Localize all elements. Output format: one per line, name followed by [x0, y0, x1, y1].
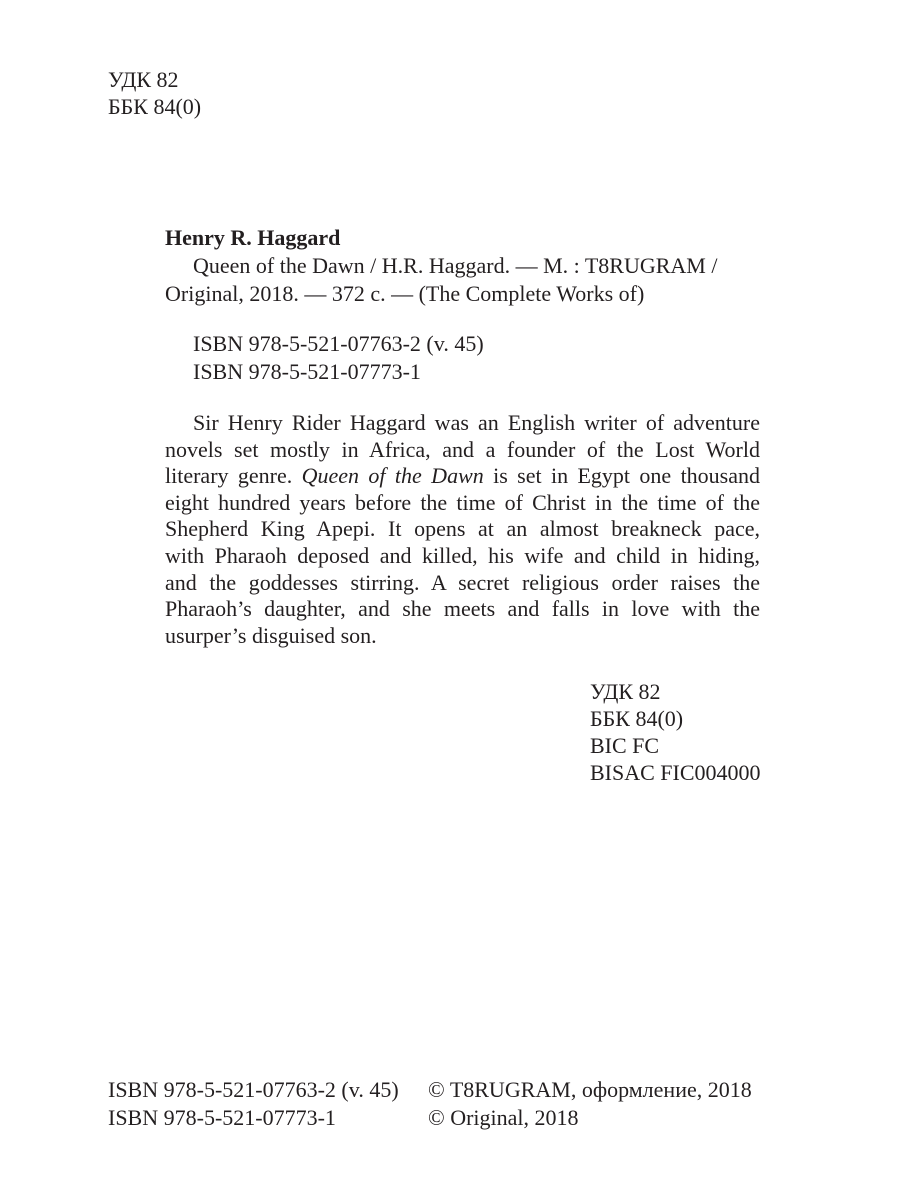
abstract-line: usurper’s disguised son. [165, 622, 377, 648]
copyright-original: © Original, 2018 [428, 1105, 579, 1130]
isbn-volume: ISBN 978-5-521-07763-2 (v. 45) [193, 331, 484, 356]
abstract-line: Pharaoh’s daughter, and she meets and falls in love with the [165, 596, 760, 622]
isbn-set: ISBN 978-5-521-07773-1 [193, 359, 421, 384]
abstract-paragraph [165, 410, 760, 649]
footer-isbn-volume: ISBN 978-5-521-07763-2 (v. 45) [108, 1077, 399, 1102]
bibliographic-description [165, 252, 760, 308]
top-udk-code: УДК 82 [108, 67, 179, 92]
footer-copyright [428, 1076, 752, 1132]
isbn-block [193, 330, 484, 386]
abstract-line: and the goddesses stirring. A secret religious order raises the [165, 569, 760, 595]
bbk-code: ББК 84(0) [590, 706, 684, 731]
copyright-design: © T8RUGRAM, оформление, 2018 [428, 1077, 752, 1102]
abstract-line [165, 463, 760, 490]
footer-isbn [108, 1076, 399, 1132]
abstract-line: with Pharaoh deposed and killed, his wife and child in hiding, [165, 542, 760, 568]
author-name: Henry R. Haggard [165, 225, 341, 250]
abstract-line: novels set mostly in Africa, and a founder of the Lost World [165, 436, 760, 462]
footer-isbn-set: ISBN 978-5-521-07773-1 [108, 1105, 336, 1130]
top-bbk-code: ББК 84(0) [108, 94, 202, 119]
bisac-code: BISAC FIC004000 [590, 760, 761, 785]
biblio-line-title: Queen of the Dawn / H.R. Haggard. — M. : T8RUGRAM / [193, 253, 718, 278]
abstract-text: is set in Egypt one thousand [483, 463, 761, 489]
abstract-line: Sir Henry Rider Haggard was an English writer of adventure [193, 410, 760, 435]
abstract-line: eight hundred years before the time of Christ in the time of the [165, 489, 760, 515]
biblio-line-publisher: Original, 2018. — 372 c. — (The Complete Works of) [165, 281, 645, 306]
classification-codes [590, 678, 761, 786]
abstract-line: Shepherd King Apepi. It opens at an almost breakneck pace, [165, 516, 760, 542]
bic-code: BIC FC [590, 733, 660, 758]
abstract-text: literary genre. [165, 463, 302, 489]
book-title-italic: Queen of the Dawn [301, 463, 484, 489]
udk-code: УДК 82 [590, 679, 661, 704]
